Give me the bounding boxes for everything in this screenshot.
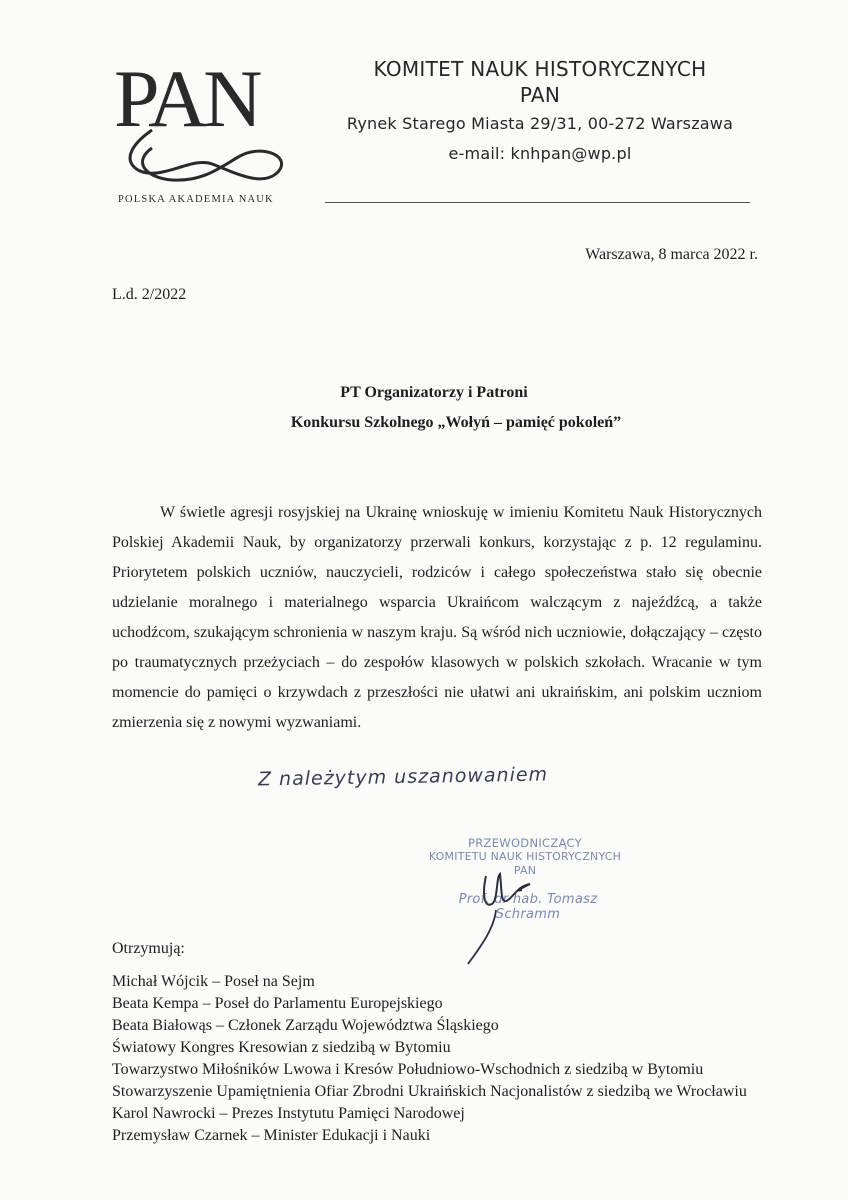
- stamp-committee: KOMITETU NAUK HISTORYCZNYCH PAN: [428, 850, 622, 877]
- recipient-item: Karol Nawrocki – Prezes Instytutu Pamięci Narodowej: [112, 1105, 465, 1122]
- recipients-list: [112, 971, 772, 1147]
- recipient-item: Towarzystwo Miłośników Lwowa i Kresów Południowo-Wschodnich z siedzibą w Bytomiu: [112, 1061, 704, 1078]
- committee-email: e-mail: knhpan@wp.pl: [448, 144, 632, 163]
- recipient-item: Beata Białowąs – Członek Zarządu Województwa Śląskiego: [112, 1017, 499, 1034]
- recipient-item: Światowy Kongres Kresowian z siedzibą w Bytomiu: [112, 1039, 451, 1056]
- addressee-line2: Konkursu Szkolnego „Wołyń – pamięć pokoleń”: [290, 414, 622, 431]
- stamp-title: PRZEWODNICZĄCY: [468, 836, 582, 850]
- letter-date: Warszawa, 8 marca 2022 r.: [585, 246, 758, 263]
- pan-logo: [112, 52, 302, 210]
- handwritten-closing: Z należytym uszanowaniem: [257, 763, 549, 791]
- committee-name: [320, 56, 760, 108]
- letter-body: W świetle agresji rosyjskiej na Ukrainę wnioskuję w imieniu Komitetu Nauk Historycznych Polskiej Akademii Nauk, by organizatorzy przerwali konkurs, korzystając z p. 12 regulaminu. Priorytetem polskich uczniów, nauczycieli, rodziców i całego społeczeństwa stało się obecnie udzielanie moralnego i materialnego wsparcia Ukraińcom walczącym z najeźdźcą, a także uchodźcom, szukającym schronienia w naszym kraju. Są wśród nich uczniowie, dołączający – często po traumatycznych przeżyciach – do zespołów klasowych w polskich szkołach. Wracanie w tym momencie do pamięci o krzywdach z przeszłości nie ułatwi ani ukraińskim, ani polskim uczniom zmierzenia się z nowymi wyzwaniami.: [112, 504, 762, 731]
- svg-text:POLSKA AKADEMIA NAUK: POLSKA AKADEMIA NAUK: [118, 194, 274, 205]
- recipient-item: Beata Kempa – Poseł do Parlamentu Europejskiego: [112, 995, 443, 1012]
- stamp-signatory: Prof. dr hab. Tomasz Schramm: [458, 892, 598, 922]
- handwritten-signature: [452, 854, 572, 974]
- addressee-line1: PT Organizatorzy i Patroni: [340, 384, 528, 401]
- svg-text:PAN: PAN: [114, 53, 259, 144]
- recipient-item: Stowarzyszenie Upamiętnienia Ofiar Zbrodni Ukraińskich Nacjonalistów z siedzibą we Wrocławiu: [112, 1083, 747, 1100]
- committee-name-line1: KOMITET NAUK HISTORYCZNYCH: [373, 57, 707, 81]
- reference-number: L.d. 2/2022: [112, 286, 187, 303]
- committee-name-line2: PAN: [519, 83, 561, 107]
- recipient-item: Michał Wójcik – Poseł na Sejm: [112, 973, 315, 990]
- header-divider: [325, 202, 750, 203]
- recipient-item: Przemysław Czarnek – Minister Edukacji i Nauki: [112, 1127, 431, 1144]
- recipients-heading: Otrzymują:: [112, 940, 185, 957]
- committee-address: Rynek Starego Miasta 29/31, 00-272 Warszawa: [346, 114, 734, 133]
